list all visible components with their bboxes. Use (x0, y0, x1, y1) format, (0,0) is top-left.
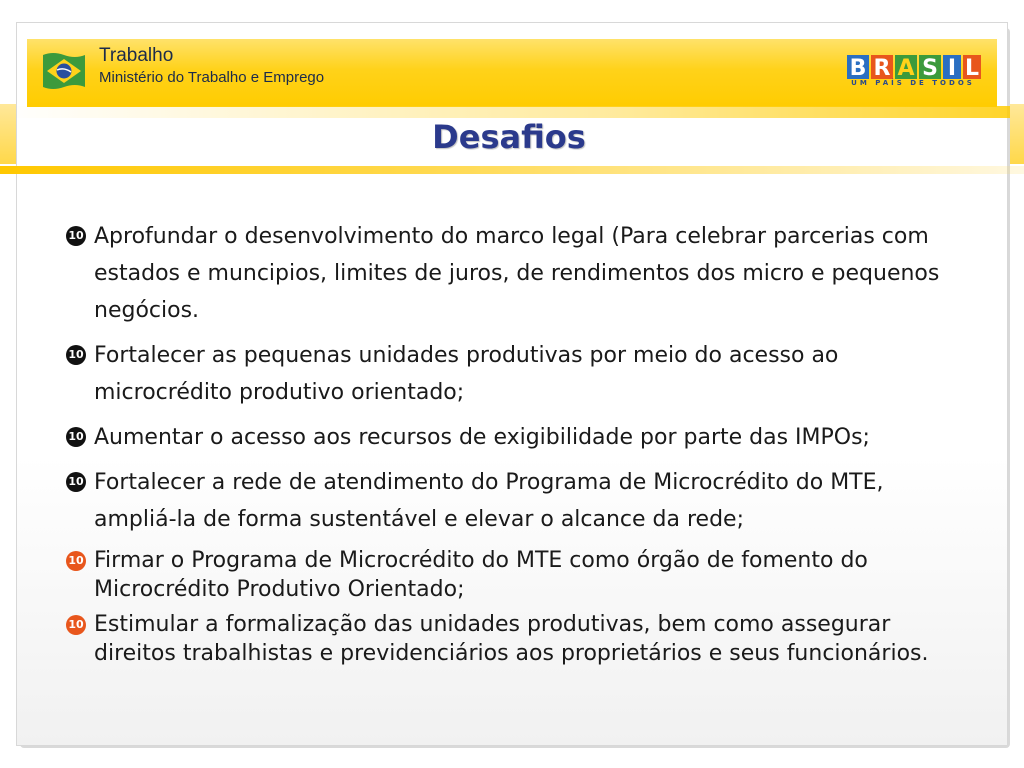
brasil-tagline: UM PAÍS DE TODOS (851, 79, 975, 87)
header-bar (27, 39, 997, 107)
bullet-marker-icon: 10 (66, 226, 86, 246)
bullet-text: Aumentar o acesso aos recursos de exigibilidade por parte das IMPOs; (94, 425, 870, 450)
bullet-text: Aprofundar o desenvolvimento do marco legal (Para celebrar parcerias com estados e muncipios, limites de juros, de rendimentos dos micro e pequenos negócios. (94, 224, 940, 323)
bullet-text: Firmar o Programa de Microcrédito do MTE como órgão de fomento do Microcrédito Produtivo Orientado; (94, 548, 868, 602)
bullet-item (66, 218, 966, 329)
bullet-marker-icon: 10 (66, 551, 86, 571)
svg-text:B: B (849, 56, 867, 81)
bullet-item (66, 610, 966, 668)
bullet-text: Estimular a formalização das unidades produtivas, bem como assegurar direitos trabalhistas e previdenciários aos proprietários e seus funcionários. (94, 612, 929, 666)
bullet-text: Fortalecer a rede de atendimento do Programa de Microcrédito do MTE, ampliá-la de forma sustentável e elevar o alcance da rede; (94, 470, 884, 532)
bullet-marker-icon: 10 (66, 615, 86, 635)
page-title: Desafios (432, 118, 586, 156)
brazil-flag-icon (41, 51, 87, 93)
bullet-marker-icon: 10 (66, 345, 86, 365)
bullet-item (66, 546, 966, 604)
ministry-title: Trabalho (99, 45, 174, 66)
bullet-item (66, 419, 966, 456)
ministry-subtitle: Ministério do Trabalho e Emprego (99, 69, 325, 86)
title-band-bottom (0, 166, 1024, 174)
title-band-top (0, 106, 1024, 118)
bullet-item (66, 337, 966, 411)
bullet-item (66, 464, 966, 538)
brasil-logo (843, 49, 983, 95)
bullet-marker-icon: 10 (66, 472, 86, 492)
svg-text:R: R (873, 56, 891, 81)
svg-text:A: A (897, 56, 915, 81)
bullet-list (66, 218, 966, 674)
svg-text:L: L (964, 56, 980, 81)
svg-text:S: S (922, 56, 938, 81)
bullet-text: Fortalecer as pequenas unidades produtivas por meio do acesso ao microcrédito produtivo orientado; (94, 343, 839, 405)
svg-text:I: I (947, 56, 957, 81)
bullet-marker-icon: 10 (66, 427, 86, 447)
